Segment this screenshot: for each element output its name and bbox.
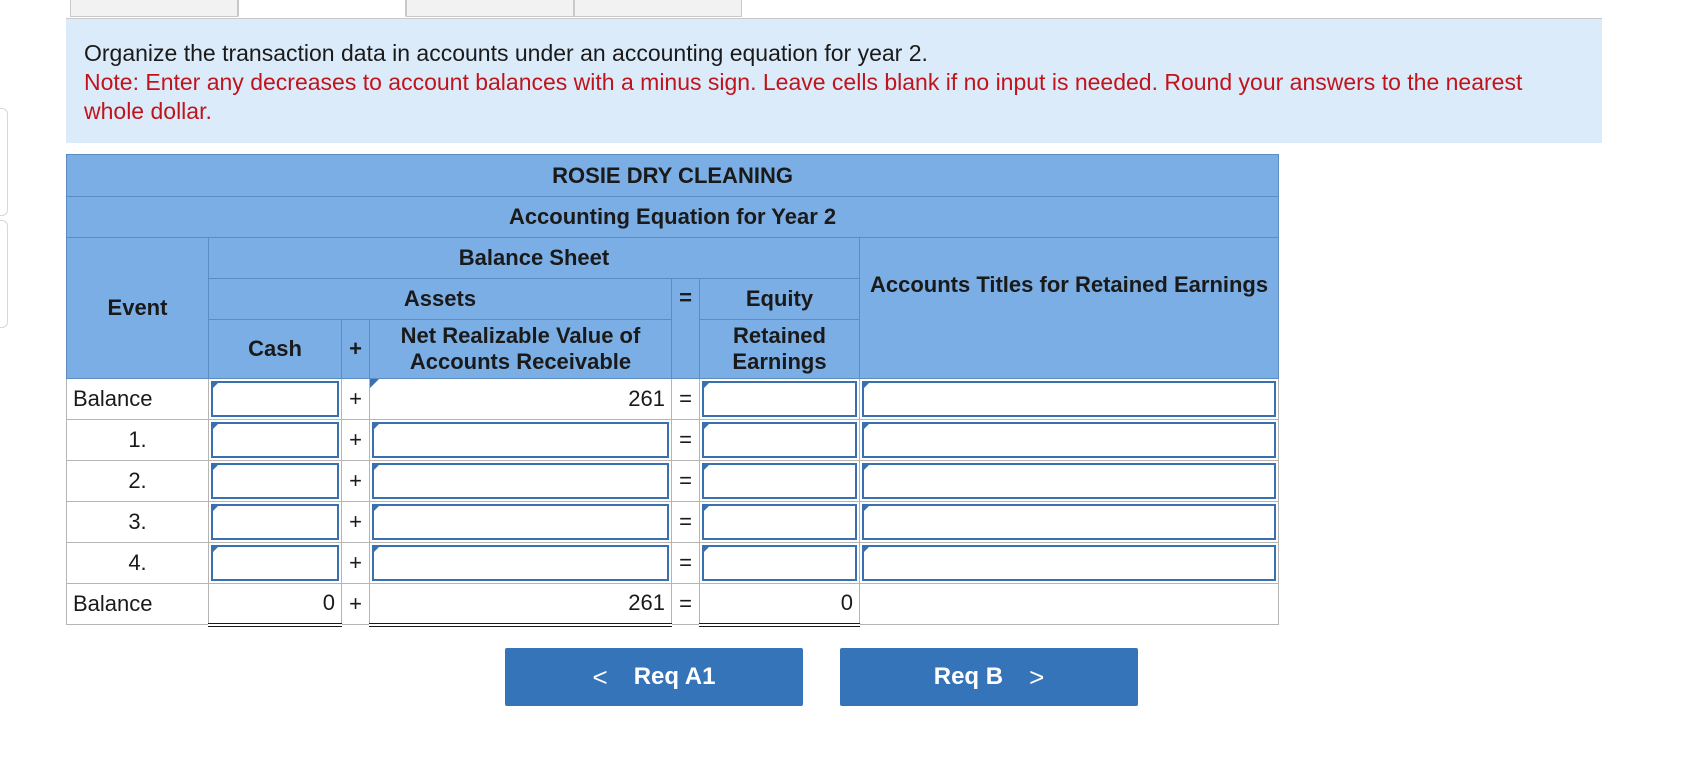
table-row (67, 543, 1279, 584)
event-label: 2. (67, 461, 209, 502)
cash-input[interactable] (211, 381, 339, 417)
equals-sign: = (672, 461, 700, 502)
cash-input[interactable] (211, 463, 339, 499)
ar-value-text: 261 (628, 386, 665, 411)
table-row (67, 502, 1279, 543)
table-row (67, 461, 1279, 502)
tab-2-active[interactable] (238, 0, 406, 17)
ar-input-cell[interactable] (370, 420, 672, 461)
plus-sign: + (342, 543, 370, 584)
account-title-select-cell[interactable] (860, 543, 1279, 584)
equals-sign: = (672, 502, 700, 543)
cash-input[interactable] (211, 545, 339, 581)
tab-1[interactable] (70, 0, 238, 17)
retained-earnings-input-cell[interactable] (700, 461, 860, 502)
retained-earnings-input-cell[interactable] (700, 420, 860, 461)
retained-earnings-input-cell[interactable] (700, 379, 860, 420)
equals-sign: = (672, 420, 700, 461)
account-title-select[interactable] (862, 381, 1276, 417)
cash-input[interactable] (211, 504, 339, 540)
equity-header: Equity (700, 279, 860, 320)
plus-sign: + (342, 584, 370, 625)
left-edge-panel-top (0, 108, 8, 216)
event-label: 4. (67, 543, 209, 584)
equals-sign: = (672, 584, 700, 625)
retained-earnings-header: Retained Earnings (700, 320, 860, 379)
account-title-select-cell[interactable] (860, 420, 1279, 461)
event-header: Event (67, 238, 209, 379)
cash-input-cell[interactable] (209, 502, 342, 543)
plus-sign: + (342, 420, 370, 461)
plus-sign: + (342, 379, 370, 420)
instruction-note: Note: Enter any decreases to account balances with a minus sign. Leave cells blank if no input is needed. Round your answers to the nearest whole dollar. (84, 69, 1523, 124)
total-row (67, 584, 1279, 625)
retained-earnings-input[interactable] (702, 381, 857, 417)
equals-header: = (672, 279, 700, 379)
tab-strip (66, 0, 1602, 19)
account-title-select-cell[interactable] (860, 379, 1279, 420)
ar-input[interactable] (372, 504, 669, 540)
table-subtitle: Accounting Equation for Year 2 (67, 197, 1279, 238)
accounting-equation-table (66, 154, 1279, 627)
ar-input-cell[interactable] (370, 461, 672, 502)
equals-sign: = (672, 379, 700, 420)
retained-earnings-input-cell[interactable] (700, 502, 860, 543)
event-label: Balance (67, 379, 209, 420)
ar-total: 261 (370, 584, 672, 625)
cash-total: 0 (209, 584, 342, 625)
company-name: ROSIE DRY CLEANING (67, 155, 1279, 197)
plus-sign: + (342, 502, 370, 543)
retained-earnings-input[interactable] (702, 545, 857, 581)
chevron-left-icon: < (592, 661, 608, 692)
ar-value (370, 379, 672, 420)
plus-header: + (342, 320, 370, 379)
assets-header: Assets (209, 279, 672, 320)
tab-3[interactable] (406, 0, 574, 17)
ar-input[interactable] (372, 545, 669, 581)
cash-input-cell[interactable] (209, 420, 342, 461)
cash-input-cell[interactable] (209, 543, 342, 584)
ar-input[interactable] (372, 463, 669, 499)
account-title-select-cell[interactable] (860, 502, 1279, 543)
event-label: 3. (67, 502, 209, 543)
accounting-equation-table-wrap (66, 154, 1279, 627)
account-titles-header: Accounts Titles for Retained Earnings (860, 238, 1279, 379)
cash-input[interactable] (211, 422, 339, 458)
retained-earnings-total: 0 (700, 584, 860, 625)
event-label: 1. (67, 420, 209, 461)
prev-button-label: Req A1 (633, 663, 716, 690)
next-req-b-button[interactable] (840, 648, 1138, 706)
tab-4[interactable] (574, 0, 742, 17)
retained-earnings-input-cell[interactable] (700, 543, 860, 584)
account-title-select[interactable] (862, 422, 1276, 458)
balance-sheet-header: Balance Sheet (209, 238, 860, 279)
cash-input-cell[interactable] (209, 379, 342, 420)
table-row (67, 379, 1279, 420)
left-edge-panel-bottom (0, 220, 8, 328)
equals-sign: = (672, 543, 700, 584)
account-title-select-cell[interactable] (860, 461, 1279, 502)
plus-sign: + (342, 461, 370, 502)
event-label: Balance (67, 584, 209, 625)
cash-header: Cash (209, 320, 342, 379)
account-title-select[interactable] (862, 504, 1276, 540)
nrv-header: Net Realizable Value of Accounts Receivable (370, 320, 672, 379)
retained-earnings-input[interactable] (702, 463, 857, 499)
ar-input-cell[interactable] (370, 543, 672, 584)
instruction-text: Organize the transaction data in accounts under an accounting equation for year 2. (84, 40, 928, 66)
account-title-select[interactable] (862, 463, 1276, 499)
retained-earnings-input[interactable] (702, 422, 857, 458)
retained-earnings-input[interactable] (702, 504, 857, 540)
prev-req-a1-button[interactable] (505, 648, 803, 706)
table-row (67, 420, 1279, 461)
ar-input-cell[interactable] (370, 502, 672, 543)
next-button-label: Req B (933, 663, 1004, 690)
account-title-select[interactable] (862, 545, 1276, 581)
instructions-box (66, 19, 1602, 143)
chevron-right-icon: > (1029, 661, 1045, 692)
account-title-total (860, 584, 1279, 625)
cash-input-cell[interactable] (209, 461, 342, 502)
ar-input[interactable] (372, 422, 669, 458)
